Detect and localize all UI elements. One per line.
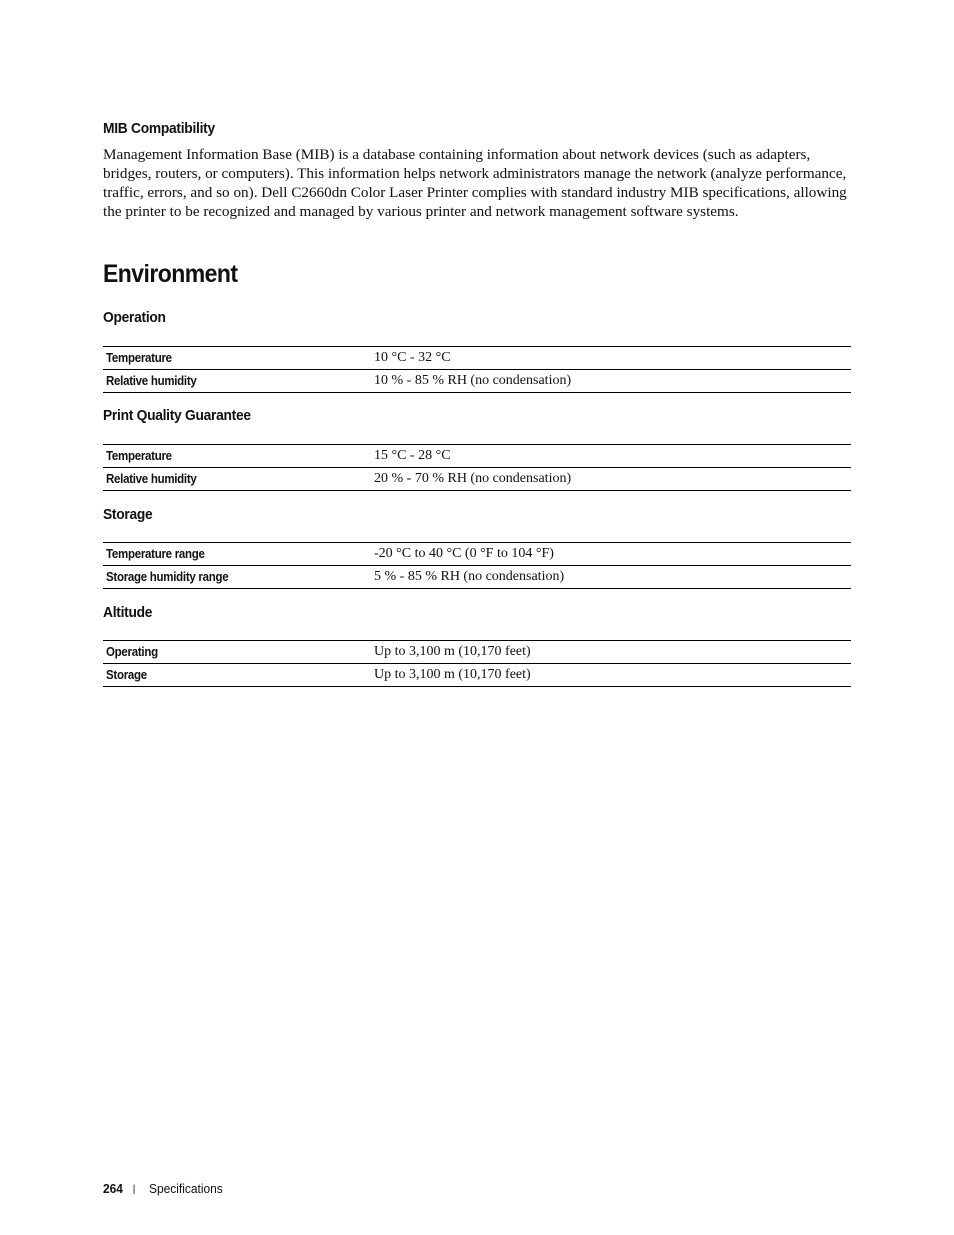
- storage-heading: Storage: [103, 506, 153, 523]
- table-row: [103, 543, 851, 566]
- row-value: 10 °C - 32 °C: [374, 347, 851, 370]
- row-label: Temperature range: [103, 543, 374, 566]
- table-row: [103, 445, 851, 468]
- table-row: [103, 664, 851, 687]
- row-value: 20 % - 70 % RH (no condensation): [374, 468, 851, 491]
- operation-section: [103, 309, 851, 326]
- environment-section-title: [103, 260, 851, 289]
- page-number: 264: [103, 1181, 123, 1196]
- row-label: Relative humidity: [103, 468, 374, 491]
- altitude-table-wrap: [103, 640, 851, 687]
- row-value: 10 % - 85 % RH (no condensation): [374, 370, 851, 393]
- print-quality-table: [103, 444, 851, 491]
- print-quality-section: [103, 407, 851, 424]
- table-row: [103, 641, 851, 664]
- row-value: Up to 3,100 m (10,170 feet): [374, 664, 851, 687]
- altitude-section: [103, 604, 851, 621]
- row-label: Temperature: [103, 445, 374, 468]
- row-label: Temperature: [103, 347, 374, 370]
- page-footer: [103, 1181, 230, 1196]
- row-label: Operating: [103, 641, 374, 664]
- altitude-table: [103, 640, 851, 687]
- footer-section-name: Specifications: [149, 1181, 224, 1196]
- table-row: [103, 468, 851, 491]
- row-value: 15 °C - 28 °C: [374, 445, 851, 468]
- altitude-heading: Altitude: [103, 604, 153, 621]
- storage-table-wrap: [103, 542, 851, 589]
- operation-table-wrap: [103, 346, 851, 393]
- row-value: -20 °C to 40 °C (0 °F to 104 °F): [374, 543, 851, 566]
- row-label: Storage: [103, 664, 374, 687]
- operation-heading: Operation: [103, 309, 166, 326]
- mib-section: [103, 120, 851, 221]
- storage-table: [103, 542, 851, 589]
- storage-section: [103, 506, 851, 523]
- mib-heading: MIB Compatibility: [103, 120, 215, 137]
- table-row: [103, 347, 851, 370]
- table-row: [103, 566, 851, 589]
- row-value: 5 % - 85 % RH (no condensation): [374, 566, 851, 589]
- operation-table: [103, 346, 851, 393]
- row-value: Up to 3,100 m (10,170 feet): [374, 641, 851, 664]
- table-row: [103, 370, 851, 393]
- environment-heading: Environment: [103, 260, 238, 288]
- print-quality-table-wrap: [103, 444, 851, 491]
- row-label: Relative humidity: [103, 370, 374, 393]
- row-label: Storage humidity range: [103, 566, 374, 589]
- footer-separator: |: [132, 1184, 136, 1195]
- print-quality-heading: Print Quality Guarantee: [103, 407, 251, 424]
- mib-paragraph: Management Information Base (MIB) is a database containing information about network devices (such as adapters, bridges, routers, or computers). This information helps network administrators manage the network (analyze performance, traffic, errors, and so on). Dell C2660dn Color Laser Printer complies with standard industry MIB specifications, allowing the printer to be recognized and managed by various printer and network management software systems.: [103, 146, 847, 220]
